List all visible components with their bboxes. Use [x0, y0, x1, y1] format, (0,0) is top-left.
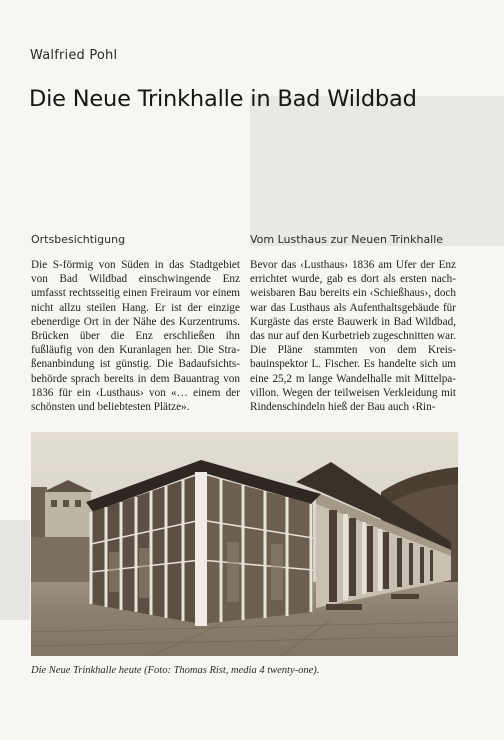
photo-caption: Die Neue Trinkhalle heute (Foto: Thomas Rist, media 4 twenty-one). — [31, 665, 320, 676]
left-column — [31, 233, 240, 414]
author-name: Walfried Pohl — [30, 48, 118, 63]
section-heading-ortsbesichtigung: Ortsbesichtigung — [31, 233, 126, 246]
section-heading-lusthaus: Vom Lusthaus zur Neuen Trinkhalle — [250, 233, 444, 246]
trinkhalle-photo — [31, 432, 458, 656]
show-through-block-left — [0, 520, 30, 620]
left-column-text: Die S-förmig von Süden in das Stadtgebiet von Bad Wildbad einschwingende Enz umfasst rechtsseitig einen Freiraum vor einem nicht allzu steilen Hang. Er ist der einzige ebenerdige Ort in der Nähe des Kurzentrums. Brücken über die Enz erschließen ihn fußläufig von den Kuranlagen her. Die Straßenanbindung ist günstig. Die Badaufsichtsbehörde sprach bereits in dem Bauantrag von 1836 für ein ‹Lusthaus› von «… einem der schönsten und beliebtesten Plätze». — [31, 259, 240, 414]
right-column — [250, 233, 456, 414]
trinkhalle-photo-image — [31, 432, 458, 656]
show-through-block — [250, 96, 504, 246]
article-title: Die Neue Trinkhalle in Bad Wildbad — [29, 86, 417, 112]
right-column-text: Bevor das ‹Lusthaus› 1836 am Ufer der Enz errichtet wurde, gab es dort als ersten nachweisbaren Bau bereits ein ‹Schießhaus›, doch war das Lusthaus als Aufenthaltsgebäude für Kurgäste das erste Bauwerk in Bad Wildbad, das nur auf den Kurbetrieb zugeschnitten war. Die Pläne stammten von dem Kreisbauinspektor L. Fischer. Es handelte sich um eine 25,2 m lange Wandelhalle mit Mittelpavillon. Wegen der teilweisen Verkleidung mit Rindenschindeln hieß der Bau auch ‹Rin- — [250, 259, 456, 414]
